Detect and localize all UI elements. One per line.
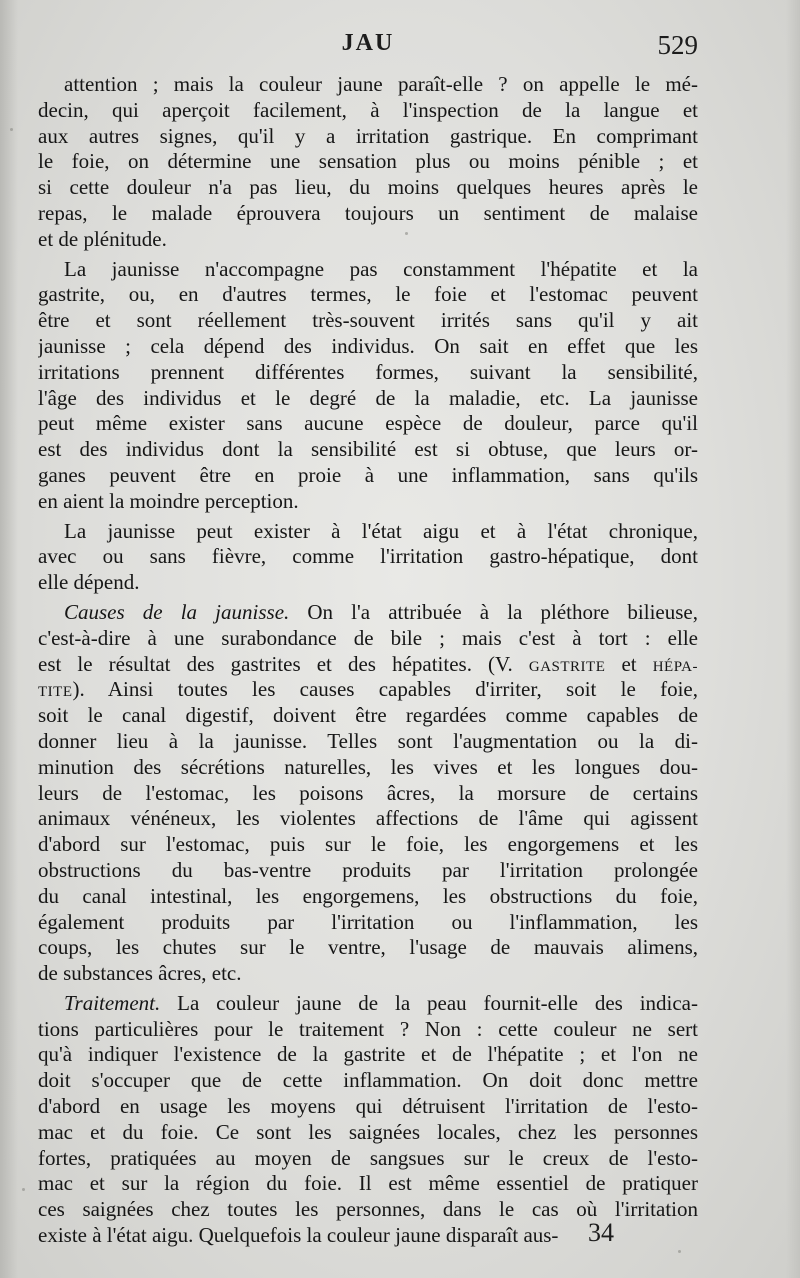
paper-speck bbox=[22, 1188, 25, 1191]
page-edge-shadow-right bbox=[786, 0, 800, 1278]
section-heading: Causes de la jaunisse. bbox=[64, 599, 290, 624]
text-line: de substances âcres, etc. bbox=[38, 961, 242, 986]
text-line: mac et sur la région du foie. Il est même essentiel de pratiquer bbox=[38, 1171, 698, 1196]
text-line: est des individus dont la sensibilité est si obtuse, que leurs or- bbox=[38, 437, 698, 462]
text-line: coups, les chutes sur le ventre, l'usage de mauvais alimens, bbox=[38, 935, 698, 960]
text-line: existe à l'état aigu. Quelquefois la couleur jaune disparaît aus- bbox=[38, 1223, 559, 1248]
text-line: qu'à indiquer l'existence de la gastrite et de l'hépatite ; et l'on ne bbox=[38, 1042, 698, 1067]
text-line: leurs de l'estomac, les poisons âcres, la morsure de certains bbox=[38, 780, 698, 805]
text-line: le foie, on détermine une sensation plus ou moins pénible ; et bbox=[38, 149, 698, 174]
text-run: On l'a attribuée à la pléthore bilieuse, bbox=[289, 599, 698, 624]
text-line: La jaunisse n'accompagne pas constamment l'hépatite et la bbox=[64, 256, 698, 281]
text-line: aux autres signes, qu'il y a irritation gastrique. En comprimant bbox=[38, 123, 698, 148]
text-line bbox=[38, 677, 698, 703]
text-line: doit s'occuper que de cette inflammation. On doit donc mettre bbox=[38, 1068, 698, 1093]
text-line: en aient la moindre perception. bbox=[38, 488, 299, 513]
text-line: c'est-à-dire à une surabondance de bile ; mais c'est à tort : elle bbox=[38, 625, 698, 650]
text-line: avec ou sans fièvre, comme l'irritation gastro-hépatique, dont bbox=[38, 544, 698, 569]
signature-mark: 34 bbox=[588, 1218, 614, 1247]
text-line: minution des sécrétions naturelles, les vives et les longues dou- bbox=[38, 754, 698, 779]
text-line: du canal intestinal, les engorgemens, les obstructions du foie, bbox=[38, 883, 698, 908]
text-line: si cette douleur n'a pas lieu, du moins quelques heures après le bbox=[38, 175, 698, 200]
cross-reference: TITE bbox=[38, 684, 73, 701]
text-run: La couleur jaune de la peau fournit-elle des indica- bbox=[160, 990, 698, 1015]
text-line: également produits par l'irritation ou l'inflammation, les bbox=[38, 909, 698, 934]
text-line: d'abord sur l'estomac, puis sur le foie, les engorgemens et les bbox=[38, 832, 698, 857]
text-line bbox=[38, 991, 698, 1017]
text-line: attention ; mais la couleur jaune paraît-elle ? on appelle le mé- bbox=[64, 72, 698, 96]
text-line: ganes peuvent être en proie à une inflammation, sans qu'ils bbox=[38, 462, 698, 487]
text-line: peut même exister sans aucune espèce de douleur, parce qu'il bbox=[38, 411, 698, 436]
body-text bbox=[38, 72, 698, 1249]
text-line: obstructions du bas-ventre produits par l'irritation prolongée bbox=[38, 857, 698, 882]
text-line: être et sont réellement très-souvent irrités sans qu'il y ait bbox=[38, 308, 698, 333]
text-line: fortes, pratiquées au moyen de sangsues sur le creux de l'esto- bbox=[38, 1145, 698, 1170]
text-line: d'abord en usage les moyens qui détruisent l'irritation de l'esto- bbox=[38, 1094, 698, 1119]
text-line: tions particulières pour le traitement ? Non : cette couleur ne sert bbox=[38, 1016, 698, 1041]
text-line: mac et du foie. Ce sont les saignées locales, chez les personnes bbox=[38, 1119, 698, 1144]
text-line: ces saignées chez toutes les personnes, dans le cas où l'irritation bbox=[38, 1197, 698, 1222]
running-head: JAU bbox=[341, 30, 395, 56]
text-line: et de plénitude. bbox=[38, 226, 167, 251]
paper-speck bbox=[405, 232, 408, 235]
cross-reference: GASTRITE bbox=[528, 658, 606, 675]
text-line: soit le canal digestif, doivent être regardées comme capables de bbox=[38, 703, 698, 728]
text-line: jaunisse ; cela dépend des individus. On sait en effet que les bbox=[38, 333, 698, 358]
text-line: elle dépend. bbox=[38, 570, 140, 595]
page-number: 529 bbox=[657, 30, 698, 60]
text-line: La jaunisse peut exister à l'état aigu et à l'état chronique, bbox=[64, 518, 698, 543]
cross-reference: HÉPA- bbox=[652, 658, 698, 675]
text-line bbox=[38, 652, 698, 678]
text-line: animaux vénéneux, les violentes affections de l'âme qui agissent bbox=[38, 806, 698, 831]
text-line: repas, le malade éprouvera toujours un sentiment de malaise bbox=[38, 200, 698, 225]
text-line: irritations prennent différentes formes, suivant la sensibilité, bbox=[38, 359, 698, 384]
paper-speck bbox=[10, 128, 13, 131]
text-run: et bbox=[605, 651, 653, 676]
text-line: decin, qui aperçoit facilement, à l'inspection de la langue et bbox=[38, 97, 698, 122]
page-header bbox=[38, 30, 698, 66]
text-line: l'âge des individus et le degré de la maladie, etc. La jaunisse bbox=[38, 385, 698, 410]
text-line: donner lieu à la jaunisse. Telles sont l'augmentation ou la di- bbox=[38, 728, 698, 753]
text-line bbox=[38, 600, 698, 626]
page-edge-shadow-left bbox=[0, 0, 18, 1278]
text-run: ). Ainsi toutes les causes capables d'irriter, soit le foie, bbox=[72, 677, 698, 702]
text-run: est le résultat des gastrites et des hépatites. (V. bbox=[38, 651, 529, 676]
paper-speck bbox=[678, 1250, 681, 1253]
section-heading: Traitement. bbox=[64, 990, 161, 1015]
text-line: gastrite, ou, en d'autres termes, le foie et l'estomac peuvent bbox=[38, 282, 698, 307]
